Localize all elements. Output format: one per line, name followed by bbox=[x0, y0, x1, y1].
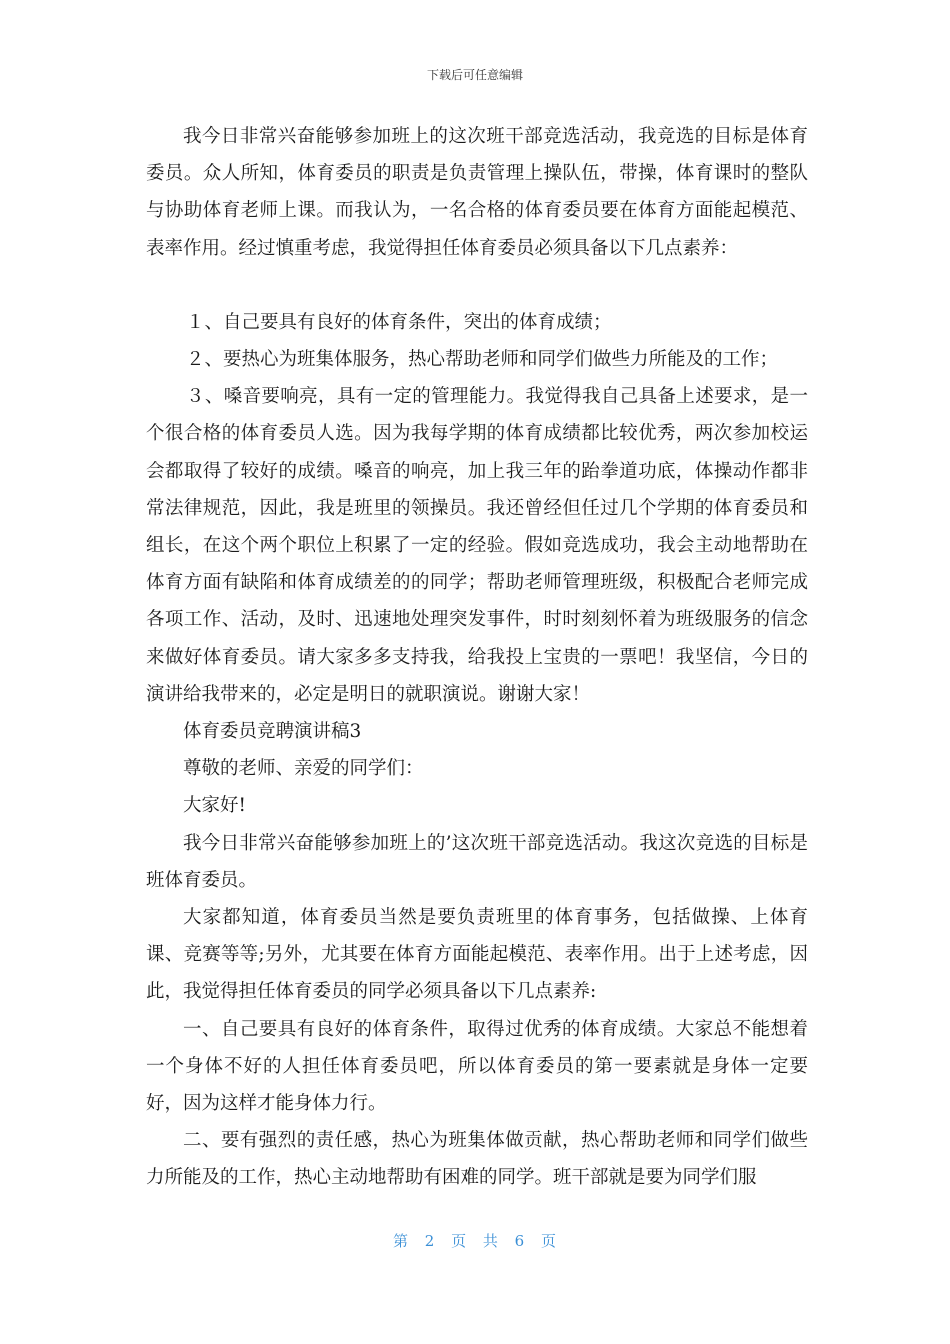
salutation: 尊敬的老师、亲爱的同学们： bbox=[183, 758, 424, 780]
paragraph-body: 二、要有强烈的责任感，热心为班集体做贡献，热心帮助老师和同学们做些力所能及的工作，热心主动地帮助有困难的同学。班干部就是要为同学们服 bbox=[146, 1130, 808, 1189]
paragraph-body: 我今日非常兴奋能够参加班上的’这次班干部竞选活动。我这次竞选的目标是班体育委员。 bbox=[146, 832, 808, 891]
section-title: 体育委员竞聘演讲稿3 bbox=[183, 721, 362, 743]
greeting: 大家好! bbox=[183, 795, 246, 817]
page-footer: 第 2 页 共 6 页 bbox=[393, 1232, 557, 1250]
paragraph-intro: 我今日非常兴奋能够参加班上的这次班干部竞选活动，我竞选的目标是体育委员。众人所知，体育委员的职责是负责管理上操队伍，带操，体育课时的整队与协助体育老师上课。而我认为，一名合格的体育委员要在体育方面能起模范、表率作用。经过慎重考虑，我觉得担任体育委员必须具备以下几点素养： bbox=[146, 126, 808, 259]
paragraph-item-1: １、自己要具有良好的体育条件，突出的体育成绩； bbox=[186, 311, 612, 333]
paragraph-item-3: ３、嗓音要响亮，具有一定的管理能力。我觉得我自己具备上述要求，是一个很合格的体育委员人选。因为我每学期的体育成绩都比较优秀，两次参加校运会都取得了较好的成绩。嗓音的响亮，加上我三年的跆拳道功底，体操动作都非常法律规范，因此，我是班里的领操员。我还曾经但任过几个学期的体育委员和组长，在这个两个职位上积累了一定的经验。假如竞选成功，我会主动地帮助在体育方面有缺陷和体育成绩差的的同学；帮助老师管理班级，积极配合老师完成各项工作、活动，及时、迅速地处理突发事件，时时刻刻怀着为班级服务的信念来做好体育委员。请大家多多支持我，给我投上宝贵的一票吧！我坚信，今日的演讲给我带来的，必定是明日的就职演说。谢谢大家！ bbox=[146, 386, 808, 705]
paragraph-body: 一、自己要具有良好的体育条件，取得过优秀的体育成绩。大家总不能想着一个身体不好的人担任体育委员吧，所以体育委员的第一要素就是身体一定要好，因为这样才能身体力行。 bbox=[146, 1018, 808, 1115]
page-header: 下载后可任意编辑 bbox=[426, 68, 523, 82]
document-body bbox=[146, 118, 808, 1197]
paragraph-item-2: ２、要热心为班集体服务，热心帮助老师和同学们做些力所能及的工作； bbox=[186, 349, 779, 371]
paragraph-body: 大家都知道，体育委员当然是要负责班里的体育事务，包括做操、上体育课、竞赛等等;另外，尤其要在体育方面能起模范、表率作用。出于上述考虑，因此，我觉得担任体育委员的同学必须具备以下几点素养: bbox=[146, 907, 808, 1003]
